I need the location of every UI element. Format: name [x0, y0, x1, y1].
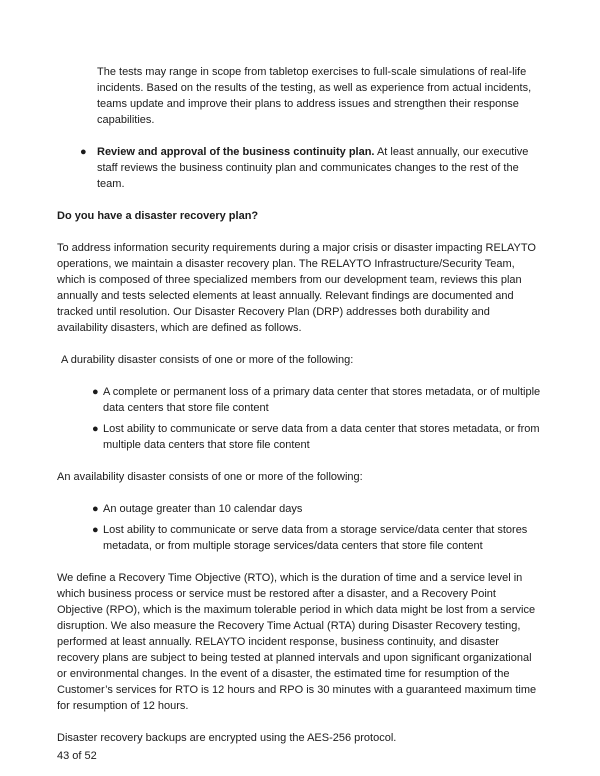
bullet-item-durability-2: [57, 421, 543, 453]
section-heading-disaster-recovery-plan: Do you have a disaster recovery plan?: [57, 210, 259, 222]
paragraph-drp-overview: To address information security requirements during a major crisis or disaster impacting RELAYTO operations, we maintain a disaster recovery plan. The RELAYTO Infrastructure/Security Team, which is composed of three specialized members from our development team, reviews this plan annually and tests selected elements at least annually. Relevant findings are documented and tracked until resolution. Our Disaster Recovery Plan (DRP) addresses both durability and availability disasters, which are defined as follows.: [57, 242, 536, 334]
bullet-icon: ●: [92, 423, 99, 435]
availability-intro: An availability disaster consists of one or more of the following:: [57, 471, 363, 483]
bullet-text: Lost ability to communicate or serve data from a data center that stores metadata, or from multiple data centers that store file content: [103, 423, 540, 451]
bullet-text: Lost ability to communicate or serve data from a storage service/data center that stores metadata, or from multiple storage services/data centers that store file content: [103, 524, 528, 552]
bullet-item-durability-1: [57, 384, 543, 416]
bullet-text: An outage greater than 10 calendar days: [103, 503, 303, 515]
bullet-item-availability-2: [57, 522, 543, 554]
bullet-icon: ●: [80, 146, 87, 158]
bullet-icon: ●: [92, 524, 99, 536]
bullet-icon: ●: [92, 386, 99, 398]
bullet-text: [97, 144, 543, 192]
paragraph-rto-rpo: We define a Recovery Time Objective (RTO), which is the duration of time and a service level in which business process or service must be restored after a disaster, and a Recovery Point Objective (RPO), which is the maximum tolerable period in which data might be lost from a service disruption. We also measure the Recovery Time Actual (RTA) during Disaster Recovery testing, performed at least annually. RELAYTO incident response, business continuity, and disaster recovery plans are subject to being tested at planned intervals and upon significant organizational or environmental changes. In the event of a disaster, the estimated time for resumption of the Customer’s services for RTO is 12 hours and RPO is 30 minutes with a guaranteed maximum time for resumption of 12 hours.: [57, 572, 537, 712]
durability-intro: A durability disaster consists of one or more of the following:: [61, 354, 354, 366]
bullet-lead-rest: At least annually, our executive staff reviews the business continuity plan and communicates changes to the rest of the team.: [97, 146, 529, 190]
bullet-item-review-approval: [57, 144, 543, 192]
bullet-item-availability-1: [57, 501, 543, 517]
bullet-icon: ●: [92, 503, 99, 515]
paragraph-backup-encryption: Disaster recovery backups are encrypted using the AES-256 protocol.: [57, 732, 397, 744]
bullet-lead-bold: Review and approval of the business continuity plan.: [97, 146, 375, 158]
bullet-text: A complete or permanent loss of a primary data center that stores metadata, or of multiple data centers that store file content: [103, 386, 541, 414]
page-number: 43 of 52: [57, 750, 97, 762]
paragraph-testing-scope: The tests may range in scope from tabletop exercises to full-scale simulations of real-life incidents. Based on the results of the testing, as well as experience from actual incidents, teams update and improve their plans to address issues and strengthen their response capabilities.: [97, 66, 532, 126]
